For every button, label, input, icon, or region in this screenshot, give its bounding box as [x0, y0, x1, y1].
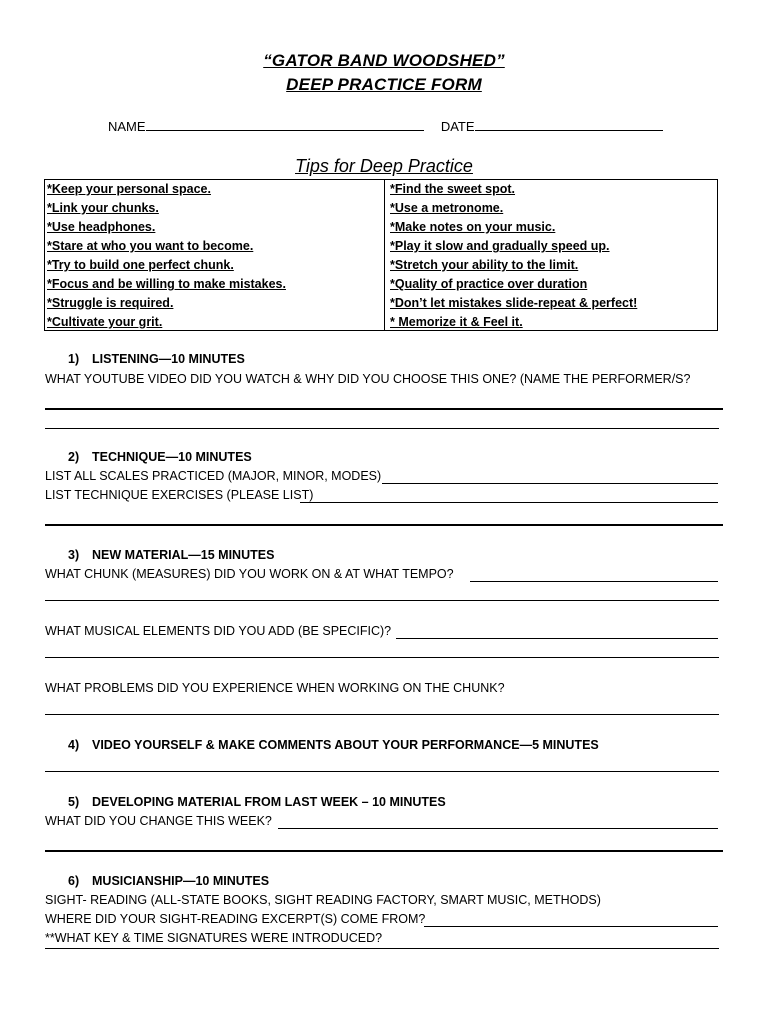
sight-reading-sources: SIGHT- READING (ALL-STATE BOOKS, SIGHT READING FACTORY, SMART MUSIC, METHODS) — [45, 893, 601, 907]
tips-table — [44, 179, 718, 331]
tip-item: *Use headphones. — [47, 220, 156, 234]
key-time-answer-line[interactable] — [45, 948, 719, 949]
technique-question: LIST TECHNIQUE EXERCISES (PLEASE LIST) — [45, 488, 314, 502]
section-title: VIDEO YOURSELF & MAKE COMMENTS ABOUT YOUR PERFORMANCE—5 MINUTES — [92, 738, 599, 752]
scales-question: LIST ALL SCALES PRACTICED (MAJOR, MINOR, MODES) — [45, 469, 382, 483]
section-new-material-heading — [68, 548, 274, 562]
tip-item: *Cultivate your grit. — [47, 315, 163, 329]
listening-answer-line-1[interactable] — [45, 408, 723, 410]
tip-item: *Find the sweet spot. — [390, 182, 516, 196]
tip-item: *Stare at who you want to become. — [47, 239, 254, 253]
section-listening-heading — [68, 352, 245, 366]
name-date-row — [108, 118, 663, 134]
key-time-question: **WHAT KEY & TIME SIGNATURES WERE INTRODUCED? — [45, 931, 383, 945]
video-comments-answer-line[interactable] — [45, 771, 719, 772]
chunk-answer-field[interactable] — [470, 581, 718, 582]
listening-answer-line-2[interactable] — [45, 428, 719, 429]
musical-elements-question: WHAT MUSICAL ELEMENTS DID YOU ADD (BE SPECIFIC)? — [45, 624, 392, 638]
section-title: DEVELOPING MATERIAL FROM LAST WEEK – 10 MINUTES — [92, 795, 446, 809]
tips-column-right — [385, 180, 717, 330]
section-video-heading — [68, 738, 599, 752]
section-musicianship-heading — [68, 874, 269, 888]
scales-answer-field[interactable] — [382, 483, 718, 484]
form-title-line-2: DEEP PRACTICE FORM — [286, 75, 482, 94]
section-number: 3) — [68, 548, 80, 562]
section-number: 1) — [68, 352, 80, 366]
listening-question: WHAT YOUTUBE VIDEO DID YOU WATCH & WHY DID YOU CHOOSE THIS ONE? (NAME THE PERFORMER/S? — [45, 372, 691, 386]
section-title: NEW MATERIAL—15 MINUTES — [92, 548, 275, 562]
section-title: MUSICIANSHIP—10 MINUTES — [92, 874, 270, 888]
change-answer-line[interactable] — [45, 850, 723, 852]
musical-elements-answer-line[interactable] — [45, 657, 719, 658]
tip-item: *Focus and be willing to make mistakes. — [47, 277, 286, 291]
section-title: TECHNIQUE—10 MINUTES — [92, 450, 252, 464]
tip-item: *Link your chunks. — [47, 201, 159, 215]
technique-answer-field[interactable] — [300, 502, 718, 503]
section-title: LISTENING—10 MINUTES — [92, 352, 245, 366]
tip-item: *Quality of practice over duration — [390, 277, 588, 291]
sight-reading-answer-field[interactable] — [424, 926, 718, 927]
sight-reading-question: WHERE DID YOUR SIGHT-READING EXCERPT(S) COME FROM? — [45, 912, 426, 926]
technique-answer-line[interactable] — [45, 524, 723, 526]
tip-item: *Use a metronome. — [390, 201, 504, 215]
chunk-question: WHAT CHUNK (MEASURES) DID YOU WORK ON & AT WHAT TEMPO? — [45, 567, 454, 581]
section-number: 4) — [68, 738, 80, 752]
section-developing-heading — [68, 795, 446, 809]
form-title-line-1: “GATOR BAND WOODSHED” — [263, 51, 505, 70]
tip-item: *Keep your personal space. — [47, 182, 211, 196]
tip-item: * Memorize it & Feel it. — [390, 315, 523, 329]
date-label: DATE — [440, 119, 475, 134]
date-field[interactable] — [475, 118, 663, 131]
tip-item: *Don’t let mistakes slide-repeat & perfect! — [390, 296, 638, 310]
name-field[interactable] — [146, 118, 424, 131]
chunk-answer-line[interactable] — [45, 600, 719, 601]
tips-title: Tips for Deep Practice — [295, 156, 473, 176]
tip-item: *Try to build one perfect chunk. — [47, 258, 234, 272]
tips-column-left — [45, 180, 385, 330]
tip-item: *Stretch your ability to the limit. — [390, 258, 579, 272]
change-question: WHAT DID YOU CHANGE THIS WEEK? — [45, 814, 272, 828]
change-answer-field[interactable] — [278, 828, 718, 829]
problems-question: WHAT PROBLEMS DID YOU EXPERIENCE WHEN WORKING ON THE CHUNK? — [45, 681, 505, 695]
tip-item: *Struggle is required. — [47, 296, 174, 310]
tip-item: *Make notes on your music. — [390, 220, 556, 234]
tip-item: *Play it slow and gradually speed up. — [390, 239, 610, 253]
section-number: 5) — [68, 795, 80, 809]
section-number: 6) — [68, 874, 80, 888]
section-technique-heading — [68, 450, 252, 464]
name-label: NAME — [108, 119, 146, 134]
problems-answer-line[interactable] — [45, 714, 719, 715]
section-number: 2) — [68, 450, 80, 464]
musical-elements-answer-field[interactable] — [396, 638, 718, 639]
